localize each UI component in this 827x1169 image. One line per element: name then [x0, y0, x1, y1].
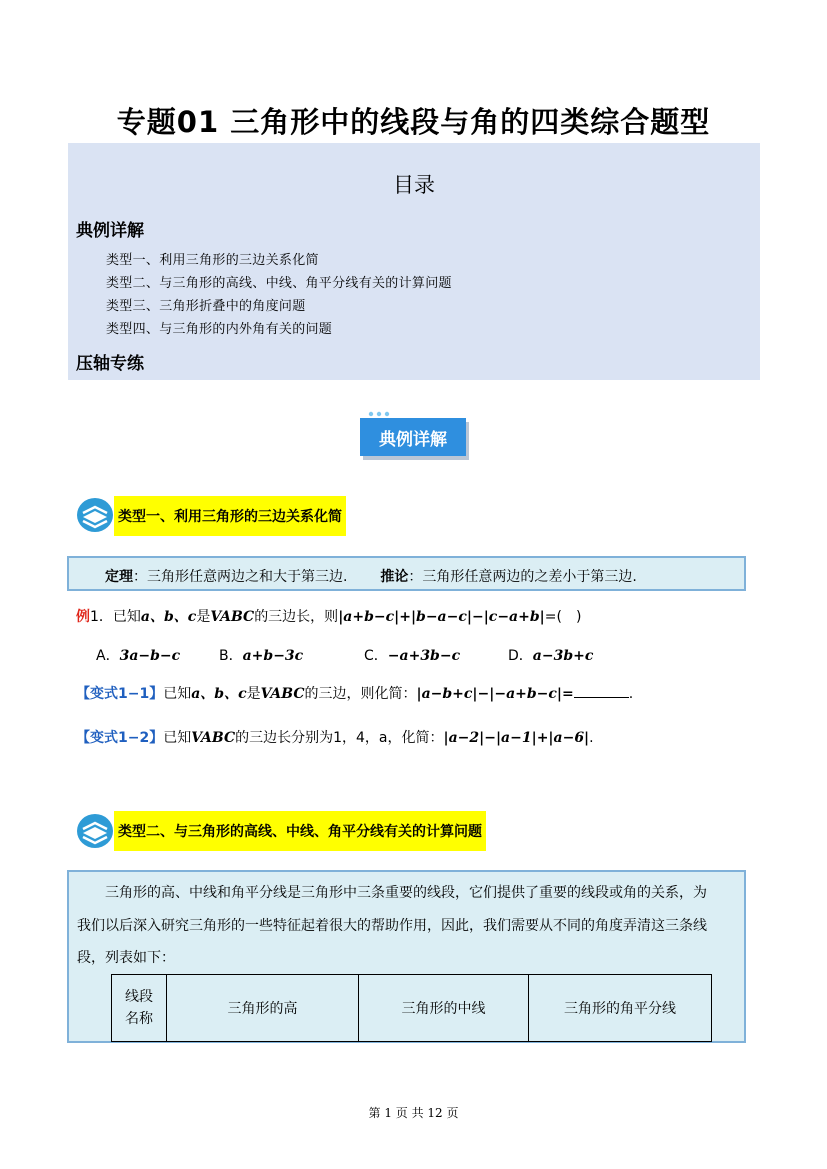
- toc-item-type1[interactable]: 类型一、利用三角形的三边关系化简: [106, 253, 319, 268]
- example-triangle: VABC: [210, 609, 255, 625]
- type2-heading: 类型二、与三角形的高线、中线、角平分线有关的计算问题: [114, 811, 486, 851]
- row-header-line2: 名称: [125, 1011, 153, 1027]
- option-a-expr: 3a−b−c: [119, 648, 181, 664]
- table-col-bisector: 三角形的角平分线: [529, 975, 712, 1042]
- theorem-label: 定理: [105, 569, 133, 585]
- example-vars: a、b、c: [140, 609, 197, 625]
- option-c[interactable]: [364, 645, 460, 665]
- option-d[interactable]: [508, 645, 593, 665]
- option-c-letter: C．: [364, 648, 388, 664]
- option-d-expr: a−3b+c: [532, 648, 594, 664]
- variant-1-1-t3: 的三边，则化简：: [304, 686, 417, 702]
- variant-1-1-triangle: VABC: [260, 686, 305, 702]
- books-icon: [76, 813, 114, 849]
- toc-section-practice[interactable]: 压轴专练: [76, 354, 144, 374]
- decor-dots-icon: [368, 411, 392, 417]
- paragraph-line-1: 三角形的高、中线和角平分线是三角形中三条重要的线段，它们提供了重要的线段或角的关系，为: [105, 885, 707, 901]
- variant-1-1-t1: 已知: [163, 686, 192, 702]
- theorem-text: ：三角形任意两边之和大于第三边.: [133, 569, 348, 585]
- option-a[interactable]: [96, 645, 180, 665]
- example-label: 例: [76, 609, 90, 625]
- variant-1-2-tag: 【变式1−2】: [76, 730, 164, 746]
- variant-1-1-t2: 是: [246, 686, 261, 702]
- variant-1-2-t2: 的三边长分别为: [235, 730, 334, 746]
- toc-item-type2[interactable]: 类型二、与三角形的高线、中线、角平分线有关的计算问题: [106, 276, 452, 291]
- corollary-text: ：三角形任意两边的之差小于第三边.: [408, 569, 637, 585]
- theorem-box: [67, 556, 746, 591]
- type1-heading: 类型一、利用三角形的三边关系化简: [114, 496, 346, 536]
- variant-1-1-end: .: [628, 686, 634, 702]
- variant-1-2-t1: 已知: [163, 730, 192, 746]
- theorem-line: [105, 566, 637, 586]
- paragraph-line-2: 我们以后深入研究三角形的一些特征起着很大的帮助作用，因此，我们需要从不同的角度弄清这三条线: [77, 918, 707, 934]
- toc-item-type4[interactable]: 类型四、与三角形的内外角有关的问题: [106, 322, 333, 337]
- comparison-table: [111, 974, 712, 1042]
- example-text: 的三边长，则: [254, 609, 339, 625]
- table-row: [112, 975, 712, 1042]
- example-1: [76, 606, 581, 626]
- option-b-letter: B．: [219, 648, 243, 664]
- toc-heading: 目录: [393, 173, 435, 197]
- variant-1-1-tag: 【变式1−1】: [76, 686, 164, 702]
- type2-box: [67, 870, 746, 1043]
- toc-item-type3[interactable]: 类型三、三角形折叠中的角度问题: [106, 299, 306, 314]
- table-row-header: [112, 975, 167, 1042]
- answer-blank[interactable]: [574, 685, 629, 698]
- option-b-expr: a+b−3c: [242, 648, 304, 664]
- example-expression: |a+b−c|+|b−a−c|−|c−a+b|: [338, 609, 545, 625]
- variant-1-1-vars: a、b、c: [191, 686, 247, 702]
- variant-1-2-expression: |a−2|−|a−1|+|a−6|: [443, 730, 590, 746]
- section-badge: 典例详解: [360, 418, 466, 456]
- example-mid: 是: [196, 609, 211, 625]
- toc-section-examples[interactable]: 典例详解: [76, 221, 144, 241]
- row-header-line1: 线段: [125, 989, 153, 1005]
- variant-1-2-nums: 1，4，a: [333, 730, 388, 746]
- variant-1-2: [76, 727, 594, 747]
- variant-1-2-end: .: [589, 730, 594, 746]
- corollary-label: 推论: [380, 569, 409, 585]
- page-title: 专题01 三角形中的线段与角的四类综合题型: [116, 105, 711, 139]
- books-icon: [76, 497, 114, 533]
- option-d-letter: D．: [508, 648, 533, 664]
- option-a-letter: A．: [96, 648, 120, 664]
- variant-1-2-triangle: VABC: [191, 730, 236, 746]
- option-c-expr: −a+3b−c: [387, 648, 461, 664]
- table-of-contents: [68, 143, 760, 380]
- example-end: =( ): [544, 609, 582, 625]
- paragraph-line-3: 段，列表如下：: [77, 950, 175, 966]
- variant-1-2-t3: ，化简：: [387, 730, 444, 746]
- table-col-altitude: 三角形的高: [167, 975, 359, 1042]
- table-col-median: 三角形的中线: [359, 975, 529, 1042]
- page-footer: 第 1 页 共 12 页: [368, 1106, 459, 1120]
- variant-1-1: [76, 683, 633, 703]
- option-b[interactable]: [219, 645, 303, 665]
- example-num: 1．已知: [90, 609, 141, 625]
- variant-1-1-expression: |a−b+c|−|−a+b−c|=: [416, 686, 574, 702]
